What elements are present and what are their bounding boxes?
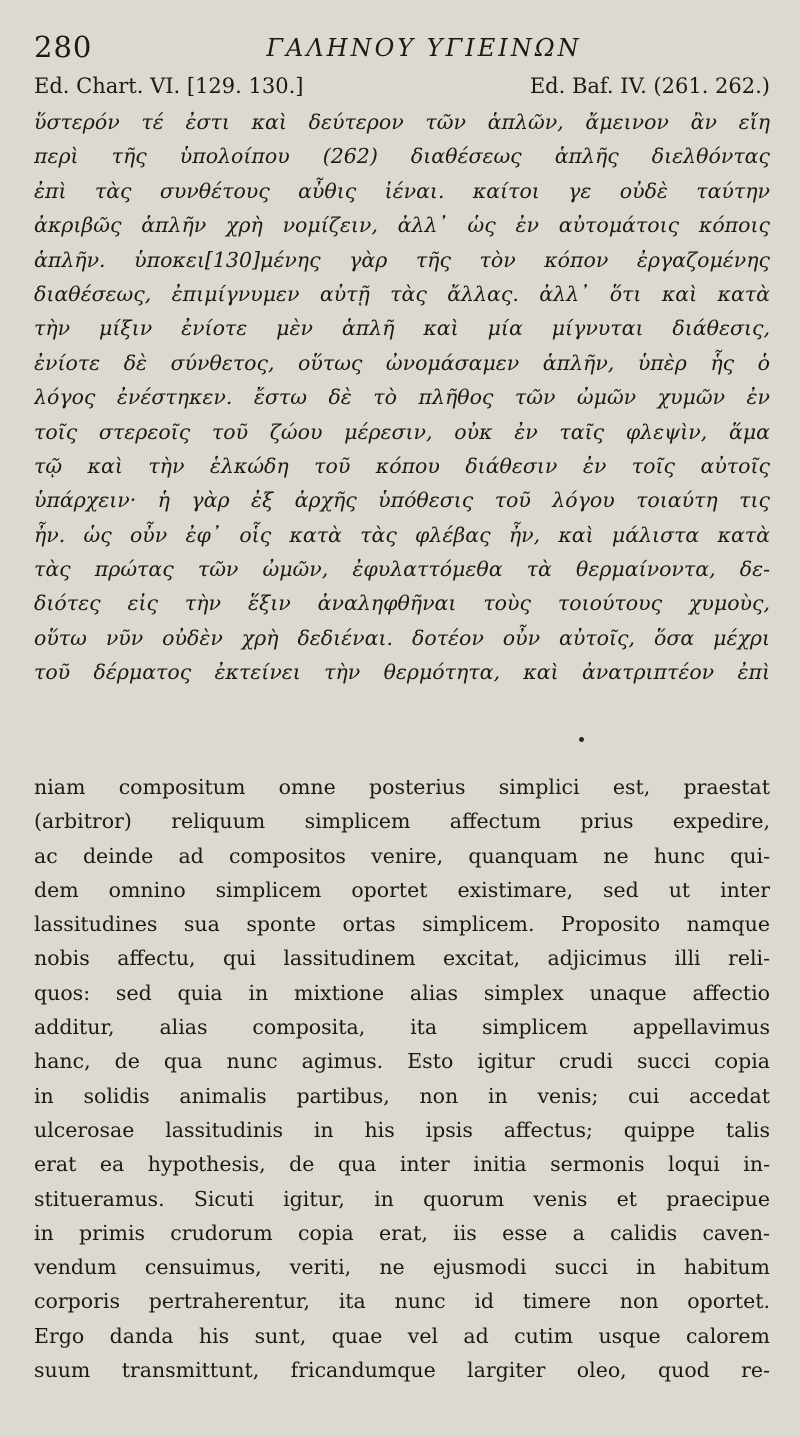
latin-text-line: dem omnino simplicem oportet existimare, sed ut inter bbox=[34, 877, 770, 902]
greek-text-line: ἐνίοτε δὲ σύνθετος, οὕτως ὠνομάσαμεν ἁπλῆν, ὑπὲρ ἧς ὁ bbox=[34, 350, 770, 375]
greek-text-line: τὰς πρώτας τῶν ὠμῶν, ἐφυλαττόμεθα τὰ θερμαίνοντα, δε- bbox=[34, 557, 770, 582]
running-title: ΓΑΛΗΝΟΥ ΥΓΙΕΙΝΩΝ bbox=[266, 34, 582, 62]
latin-text-line: ac deinde ad compositos venire, quanquam ne hunc qui- bbox=[34, 843, 770, 868]
latin-text-line: corporis pertraherentur, ita nunc id timere non oportet. bbox=[34, 1289, 770, 1314]
greek-text-line: τοῖς στερεοῖς τοῦ ζώου μέρεσιν, οὐκ ἐν ταῖς φλεψὶν, ἅμα bbox=[34, 419, 770, 444]
latin-text-line: hanc, de qua nunc agimus. Esto igitur crudi succi copia bbox=[34, 1049, 770, 1074]
greek-text-block bbox=[34, 105, 770, 690]
latin-text-line: niam compositum omne posterius simplici est, praestat bbox=[34, 775, 770, 799]
edition-basel-reference: Ed. Baf. IV. (261. 262.) bbox=[529, 74, 770, 98]
greek-text-line: ἀκριβῶς ἁπλῆν χρὴ νομίζειν, ἀλλ᾽ ὡς ἐν αὐτομάτοις κόποις bbox=[34, 213, 770, 238]
latin-text-line: stitueramus. Sicuti igitur, in quorum venis et praecipue bbox=[34, 1186, 770, 1211]
greek-text-line: περὶ τῆς ὑπολοίπου (262) διαθέσεως ἁπλῆς διελθόντας bbox=[34, 144, 770, 169]
latin-text-line: suum transmittunt, fricandumque largiter oleo, quod re- bbox=[34, 1358, 770, 1383]
greek-text-line: τὴν μίξιν ἐνίοτε μὲν ἁπλῆ καὶ μία μίγνυται διάθεσις, bbox=[34, 316, 770, 341]
greek-text-line: οὕτω νῦν οὐδὲν χρὴ δεδιέναι. δοτέον οὖν αὐτοῖς, ὅσα μέχρι bbox=[34, 625, 770, 650]
latin-text-line: in primis crudorum copia erat, iis esse a calidis caven- bbox=[34, 1220, 770, 1245]
latin-text-line: in solidis animalis partibus, non in venis; cui accedat bbox=[34, 1083, 770, 1108]
latin-text-line: erat ea hypothesis, de qua inter initia sermonis loqui in- bbox=[34, 1152, 770, 1177]
greek-text-line: τοῦ δέρματος ἐκτείνει τὴν θερμότητα, καὶ ἀνατριπτέον ἐπὶ bbox=[34, 660, 770, 685]
page-number: 280 bbox=[34, 30, 93, 64]
running-head bbox=[34, 30, 774, 64]
greek-text-line: τῷ καὶ τὴν ἑλκώδη τοῦ κόπου διάθεσιν ἐν τοῖς αὐτοῖς bbox=[34, 453, 770, 478]
greek-text-line: ὑπάρχειν· ἡ γὰρ ἐξ ἀρχῆς ὑπόθεσις τοῦ λόγου τοιαύτη τις bbox=[34, 488, 770, 513]
latin-text-block bbox=[34, 770, 770, 1387]
edition-reference-line bbox=[34, 74, 770, 102]
latin-text-line: additur, alias composita, ita simplicem appellavimus bbox=[34, 1015, 770, 1040]
greek-text-line: ἐπὶ τὰς συνθέτους αὖθις ἰέναι. καίτοι γε οὐδὲ ταύτην bbox=[34, 178, 770, 203]
latin-text-line: (arbitror) reliquum simplicem affectum prius expedire, bbox=[34, 809, 770, 834]
greek-text-line: διότες εἰς τὴν ἕξιν ἀναληφθῆναι τοὺς τοιούτους χυμοὺς, bbox=[34, 591, 770, 616]
greek-text-line: ὕστερόν τέ ἐστι καὶ δεύτερον τῶν ἁπλῶν, ἄμεινον ἂν εἴη bbox=[34, 110, 770, 134]
printer-dot-mark bbox=[579, 737, 584, 742]
latin-text-line: Ergo danda his sunt, quae vel ad cutim usque calorem bbox=[34, 1323, 770, 1348]
latin-text-line: nobis affectu, qui lassitudinem excitat, adjicimus illi reli- bbox=[34, 946, 770, 971]
latin-text-line: vendum censuimus, veriti, ne ejusmodi succi in habitum bbox=[34, 1255, 770, 1280]
greek-text-line: λόγος ἐνέστηκεν. ἔστω δὲ τὸ πλῆθος τῶν ὠμῶν χυμῶν ἐν bbox=[34, 385, 770, 410]
latin-text-line: quos: sed quia in mixtione alias simplex unaque affectio bbox=[34, 980, 770, 1005]
latin-text-line: lassitudines sua sponte ortas simplicem. Proposito namque bbox=[34, 912, 770, 937]
edition-chart-reference: Ed. Chart. VI. [129. 130.] bbox=[34, 74, 304, 98]
latin-text-line: ulcerosae lassitudinis in his ipsis affectus; quippe talis bbox=[34, 1117, 770, 1142]
greek-text-line: ἁπλῆν. ὑποκει[130]μένης γὰρ τῆς τὸν κόπον ἐργαζομένης bbox=[34, 247, 770, 272]
greek-text-line: ἦν. ὡς οὖν ἐφ᾽ οἷς κατὰ τὰς φλέβας ἦν, καὶ μάλιστα κατὰ bbox=[34, 522, 770, 547]
greek-text-line: διαθέσεως, ἐπιμίγνυμεν αὐτῇ τὰς ἄλλας. ἀλλ᾽ ὅτι καὶ κατὰ bbox=[34, 281, 770, 306]
